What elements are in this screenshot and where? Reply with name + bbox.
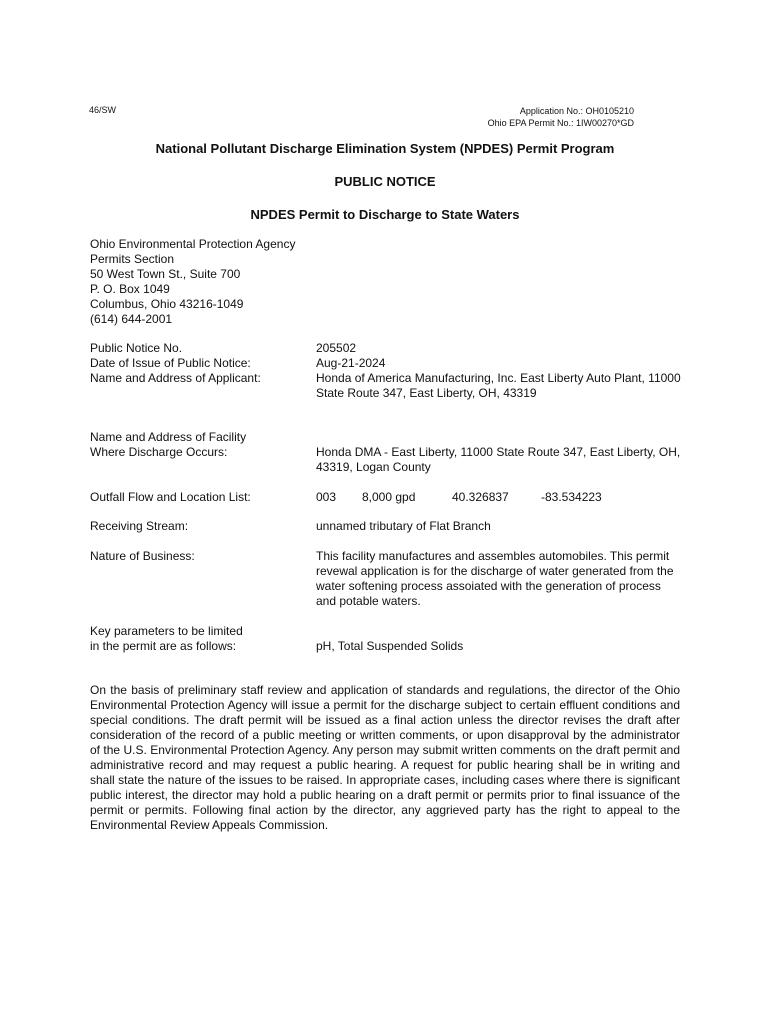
- facility-value: Honda DMA - East Liberty, 11000 State Route 347, East Liberty, OH, 43319, Logan County: [316, 445, 681, 474]
- document-code: 46/SW: [89, 105, 117, 115]
- notice-title: PUBLIC NOTICE: [334, 174, 436, 189]
- outfall-longitude: -83.534223: [541, 490, 602, 504]
- facility-label-line1: Name and Address of Facility: [90, 430, 247, 444]
- issue-date-label: Date of Issue of Public Notice:: [90, 356, 251, 370]
- parameters-label-line1: Key parameters to be limited: [90, 624, 243, 638]
- outfall-number: 003: [316, 490, 337, 504]
- outfall-flow: 8,000 gpd: [362, 490, 416, 504]
- notice-number-value: 205502: [316, 341, 357, 355]
- stream-label: Receiving Stream:: [90, 519, 189, 533]
- program-title: National Pollutant Discharge Elimination System (NPDES) Permit Program: [155, 141, 615, 156]
- applicant-value: Honda of America Manufacturing, Inc. East Liberty Auto Plant, 11000 State Route 347, East Liberty, OH, 43319: [316, 371, 681, 400]
- agency-section: Permits Section: [90, 252, 175, 266]
- agency-street: 50 West Town St., Suite 700: [90, 267, 241, 281]
- agency-name: Ohio Environmental Protection Agency: [90, 237, 296, 251]
- outfall-label: Outfall Flow and Location List:: [90, 490, 251, 504]
- application-number: Application No.: OH0105210: [519, 106, 634, 116]
- agency-address: [90, 237, 295, 327]
- issue-date-value: Aug-21-2024: [316, 356, 386, 370]
- notice-number-label: Public Notice No.: [90, 341, 183, 355]
- business-value: This facility manufactures and assembles automobiles. This permit revewal application is for the discharge of water generated from the water softening process assoiated with the generation of process and potable waters.: [316, 549, 674, 608]
- parameters-value: pH, Total Suspended Solids: [316, 639, 464, 653]
- agency-phone: (614) 644-2001: [90, 312, 173, 326]
- applicant-label: Name and Address of Applicant:: [90, 371, 261, 385]
- notice-body-paragraph: On the basis of preliminary staff review and application of standards and regulations, the director of the Ohio Environmental Protection Agency will issue a permit for the discharge subject to certain effluent conditions and special conditions. The draft permit will be issued as a final action unless the director revises the draft after consideration of the record of a public meeting or written comments, or upon disapproval by the administrator of the U.S. Environmental Protection Agency. Any person may submit written comments on the draft permit and administrative record and may request a public hearing. A request for public hearing shall be in writing and shall state the nature of the issues to be raised. In appropriate cases, including cases where there is significant public interest, the director may hold a public hearing on a draft permit or permits prior to final issuance of the permit or permits. Following final action by the director, any aggrieved party has the right to appeal to the Environmental Review Appeals Commission.: [90, 683, 680, 832]
- agency-po-box: P. O. Box 1049: [90, 282, 170, 296]
- outfall-latitude: 40.326837: [452, 490, 509, 504]
- permit-number: Ohio EPA Permit No.: 1IW00270*GD: [487, 118, 634, 128]
- header-numbers: [488, 105, 634, 129]
- stream-value: unnamed tributary of Flat Branch: [316, 519, 491, 533]
- parameters-label-line2: in the permit are as follows:: [90, 639, 237, 653]
- agency-city: Columbus, Ohio 43216-1049: [90, 297, 244, 311]
- permit-title: NPDES Permit to Discharge to State Waters: [250, 207, 520, 222]
- business-label: Nature of Business:: [90, 549, 195, 563]
- facility-label-line2: Where Discharge Occurs:: [90, 445, 228, 459]
